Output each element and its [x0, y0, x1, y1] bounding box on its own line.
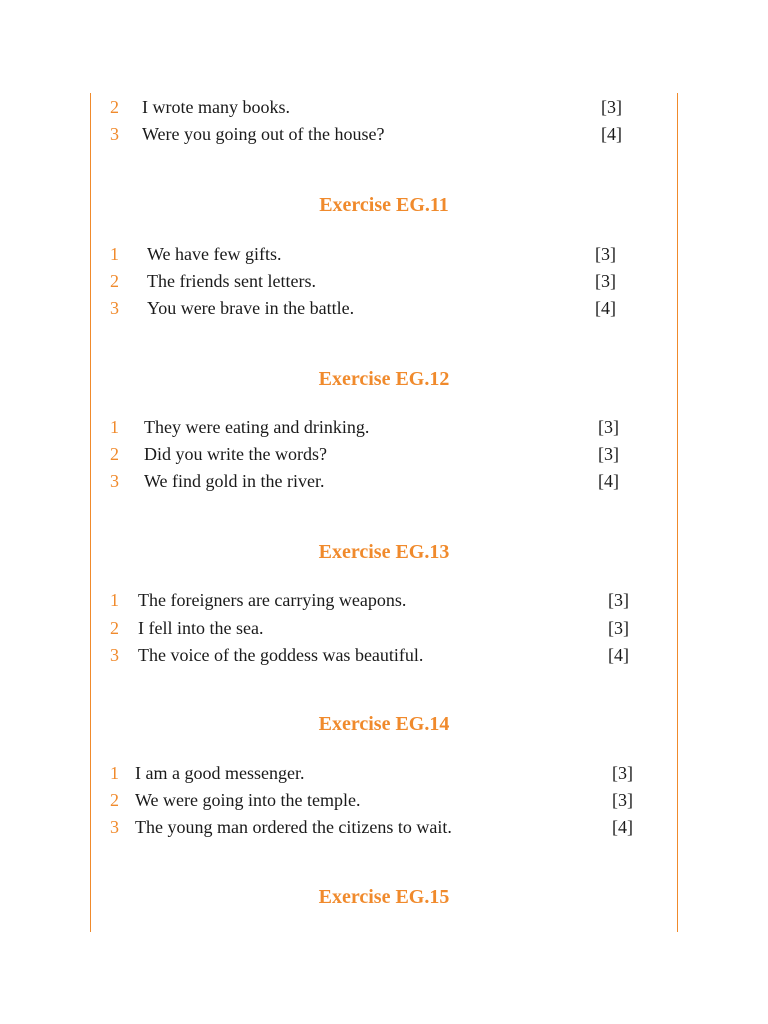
list-item — [0, 815, 768, 839]
item-marks: [3] — [601, 97, 622, 117]
item-sentence: Did you write the words? — [144, 444, 327, 464]
item-sentence: The friends sent letters. — [147, 271, 316, 291]
list-item — [0, 122, 768, 146]
item-number: 2 — [110, 444, 119, 464]
exercise-heading: Exercise EG.14 — [318, 713, 450, 735]
item-number: 3 — [110, 471, 119, 491]
item-marks: [4] — [608, 645, 629, 665]
item-number: 3 — [110, 817, 119, 837]
item-sentence: We find gold in the river. — [144, 471, 325, 491]
item-marks: [3] — [595, 244, 616, 264]
item-marks: [3] — [595, 271, 616, 291]
item-marks: [4] — [601, 124, 622, 144]
item-marks: [3] — [608, 618, 629, 638]
item-number: 2 — [110, 618, 119, 638]
item-sentence: They were eating and drinking. — [144, 417, 370, 437]
item-marks: [3] — [612, 763, 633, 783]
list-item — [0, 761, 768, 785]
item-sentence: The voice of the goddess was beautiful. — [138, 645, 424, 665]
item-marks: [3] — [608, 590, 629, 610]
item-number: 3 — [110, 298, 119, 318]
list-item — [0, 296, 768, 320]
item-number: 2 — [110, 790, 119, 810]
list-item — [0, 469, 768, 493]
list-item — [0, 415, 768, 439]
item-sentence: We were going into the temple. — [135, 790, 361, 810]
item-sentence: Were you going out of the house? — [142, 124, 385, 144]
item-number: 2 — [110, 271, 119, 291]
item-marks: [4] — [598, 471, 619, 491]
item-sentence: The foreigners are carrying weapons. — [138, 590, 407, 610]
list-item — [0, 588, 768, 612]
item-number: 3 — [110, 124, 119, 144]
item-marks: [4] — [612, 817, 633, 837]
exercise-heading: Exercise EG.12 — [318, 368, 450, 390]
item-number: 1 — [110, 417, 119, 437]
item-number: 1 — [110, 763, 119, 783]
item-number: 2 — [110, 97, 119, 117]
list-item — [0, 95, 768, 119]
list-item — [0, 788, 768, 812]
item-marks: [4] — [595, 298, 616, 318]
list-item — [0, 616, 768, 640]
item-sentence: I wrote many books. — [142, 97, 290, 117]
item-sentence: We have few gifts. — [147, 244, 282, 264]
list-item — [0, 269, 768, 293]
item-sentence: You were brave in the battle. — [147, 298, 355, 318]
item-sentence: The young man ordered the citizens to wait. — [135, 817, 452, 837]
item-number: 1 — [110, 244, 119, 264]
item-marks: [3] — [598, 444, 619, 464]
exercise-heading: Exercise EG.13 — [318, 541, 450, 563]
list-item — [0, 442, 768, 466]
exercise-heading: Exercise EG.11 — [319, 194, 449, 216]
item-marks: [3] — [598, 417, 619, 437]
item-number: 3 — [110, 645, 119, 665]
item-sentence: I am a good messenger. — [135, 763, 305, 783]
item-marks: [3] — [612, 790, 633, 810]
item-sentence: I fell into the sea. — [138, 618, 264, 638]
list-item — [0, 242, 768, 266]
list-item — [0, 643, 768, 667]
item-number: 1 — [110, 590, 119, 610]
exercise-heading: Exercise EG.15 — [318, 886, 450, 908]
